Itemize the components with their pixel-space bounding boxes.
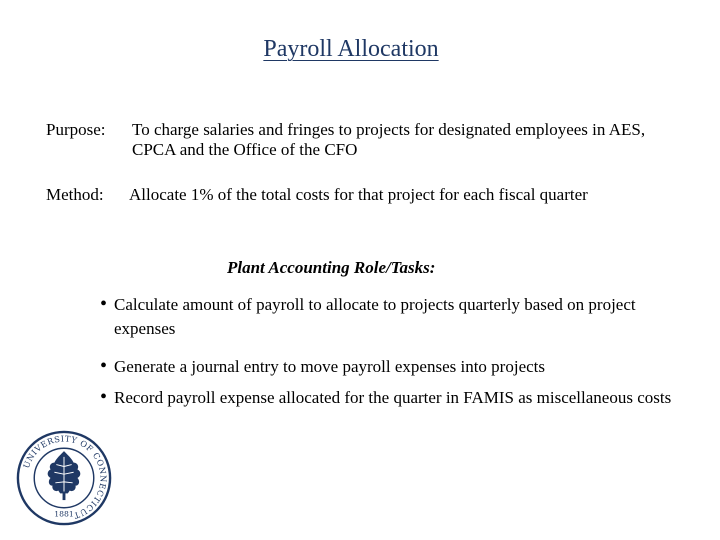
method-label: Method: — [46, 185, 104, 204]
seal-year: 1881 — [54, 509, 74, 519]
task-list — [100, 293, 690, 410]
university-seal-logo — [16, 430, 112, 526]
purpose-label: Purpose: — [46, 120, 106, 139]
task-item: • Calculate amount of payroll to allocate to projects quarterly based on project expenses — [100, 293, 690, 341]
method-text: Allocate 1% of the total costs for that project for each fiscal quarter — [129, 185, 588, 204]
page-title: Payroll Allocation — [263, 36, 439, 62]
purpose-text: To charge salaries and fringes to projects for designated employees in AES, CPCA and the Office of the CFO — [132, 120, 646, 159]
task-item: • Generate a journal entry to move payroll expenses into projects — [100, 355, 690, 379]
task-item: • Record payroll expense allocated for the quarter in FAMIS as miscellaneous costs — [100, 386, 690, 410]
role-heading: Plant Accounting Role/Tasks: — [227, 258, 436, 277]
seal-ring-text: UNIVERSITY OF CONNECTICUT — [20, 433, 109, 522]
